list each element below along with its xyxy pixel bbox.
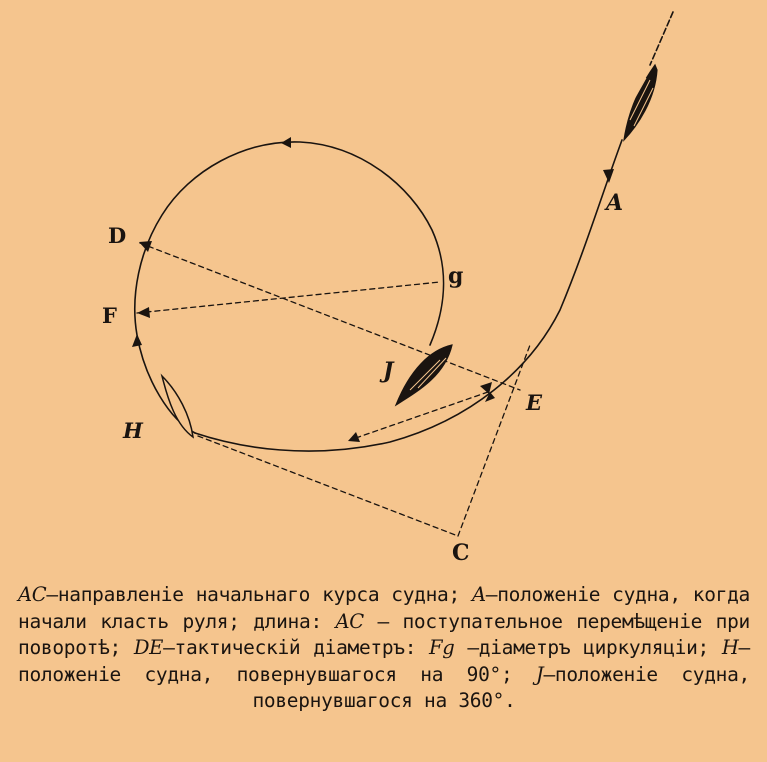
initial-course-line <box>650 12 673 65</box>
line-C-E <box>458 345 530 536</box>
label-A: A <box>606 190 624 216</box>
label-F: F <box>102 303 117 328</box>
caption-text: —положеніе судна, когда начали класть руля; длина: <box>18 583 751 633</box>
caption-text: —направленіе начальнаго курса судна; <box>46 583 472 606</box>
label-g: g <box>448 263 464 289</box>
label-C: C <box>452 540 470 566</box>
caption-text: —тактическій діаметръ: <box>163 636 430 659</box>
label-J: J <box>383 358 394 384</box>
caption-text: —положеніе судна, повернувшагося на 90°; <box>18 636 750 686</box>
caption-term-DE: DE <box>133 636 164 659</box>
label-D: D <box>108 223 127 248</box>
caption-term-J: J <box>535 662 544 686</box>
caption-text: —положеніе судна, повернувшагося на 360°. <box>252 662 750 712</box>
arrow-circle-top <box>281 137 291 148</box>
caption-term-Fg: Fg <box>429 636 455 659</box>
arrow-circle-left <box>132 334 142 347</box>
turning-circle <box>135 142 444 433</box>
arrow-course <box>603 169 614 183</box>
ship-initial-icon <box>624 65 657 140</box>
caption-term-AC: AC <box>18 583 47 606</box>
arrow-F <box>137 307 150 318</box>
label-E: E <box>526 390 543 415</box>
caption-term-A: A <box>471 583 486 606</box>
figure-caption <box>18 582 750 715</box>
circulation-diameter-Fg <box>137 282 440 313</box>
arrow-track <box>485 392 495 402</box>
caption-text: –діаметръ циркуляціи; <box>454 636 722 659</box>
caption-term-H: H <box>721 636 739 659</box>
label-H: H <box>123 418 143 443</box>
caption-text: — поступательное перемѣщеніе при поворотѣ; <box>18 609 750 659</box>
caption-term-AC: AC <box>335 609 364 633</box>
ship-J-icon <box>396 345 452 405</box>
ship-track <box>195 140 622 451</box>
